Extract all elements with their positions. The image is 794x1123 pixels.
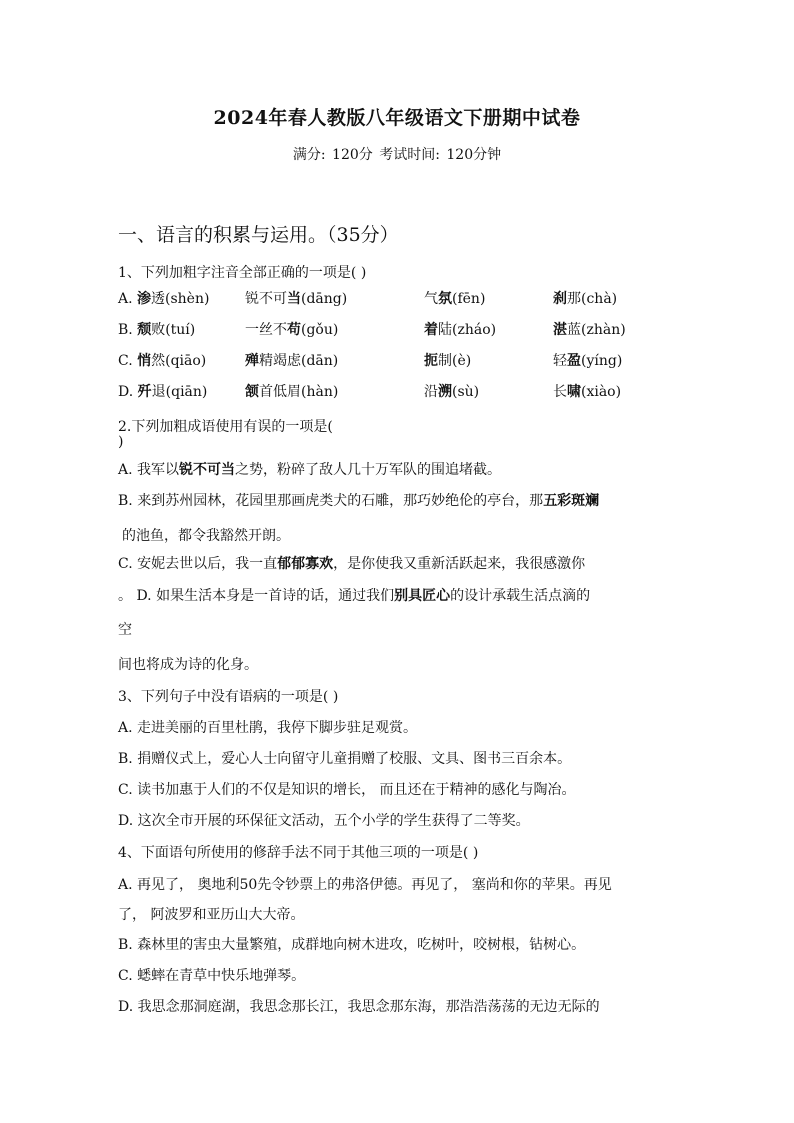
question-2-stem: 2.下列加粗成语使用有误的一项是( [118,419,333,435]
question-1-stem: 1、下列加粗字注音全部正确的一项是( ) [118,265,367,281]
q1-option-b-item: 着陆(zháo) [424,322,497,338]
q1-option-a-item: 锐不可当(dāng) [245,291,348,307]
q4-option-d: D. 我思念那洞庭湖，我思念那长江，我思念那东海，那浩浩荡荡的无边无际的 [118,999,600,1015]
q3-option-d: D. 这次全市开展的环保征文活动，五个小学的学生获得了二等奖。 [118,813,530,829]
q1-option-a-item: 气氛(fēn) [424,291,486,307]
q3-option-a: A. 走进美丽的百里杜鹃，我停下脚步驻足观赏。 [118,720,418,736]
q2-option-d-cont: 空 [118,622,132,638]
q4-option-c: C. 蟋蟀在青草中快乐地弹琴。 [118,968,306,984]
question-3-stem: 3、下列句子中没有语病的一项是( ) [118,689,339,705]
q1-option-b-item: 一丝不苟(gǒu) [245,322,339,338]
q4-option-a: A. 再见了， 奥地利50先令钞票上的弗洛伊德。再见了， 塞尚和你的苹果。再见 [118,877,612,893]
q4-option-a-cont: 了， 阿波罗和亚历山大大帝。 [118,907,305,923]
q2-option-a: A. 我军以锐不可当之势，粉碎了敌人几十万军队的围追堵截。 [118,462,502,478]
q1-option-c-item: 扼制(è) [424,353,472,369]
exam-meta: 满分: 120分 考试时间: 120分钟 [292,147,502,163]
q1-option-d: D. 歼退(qiān) [118,384,208,400]
q1-option-d-item: 长啸(xiào) [553,384,622,400]
section-heading-1: 一、语言的积累与运用。（35分） [118,224,399,246]
q2-option-d-cont: 间也将成为诗的化身。 [118,657,258,673]
question-4-stem: 4、下面语句所使用的修辞手法不同于其他三项的一项是( ) [118,845,479,861]
q1-option-b-item: 湛蓝(zhàn) [553,322,626,338]
q2-option-b-cont: 的池鱼，都令我豁然开朗。 [122,528,290,544]
question-2-stem-close: ) [118,434,124,450]
q1-option-a: A. 渗透(shèn) [118,291,210,307]
q1-option-c: C. 悄然(qiāo) [118,353,207,369]
q1-option-a-item: 刹那(chà) [553,291,618,307]
q2-option-d: 。 D. 如果生活本身是一首诗的话，通过我们别具匠心的设计承载生活点滴的 [118,588,591,604]
q1-option-d-item: 颔首低眉(hàn) [245,384,339,400]
exam-title: 2024年春人教版八年级语文下册期中试卷 [213,107,581,129]
q2-option-b: B. 来到苏州园林，花园里那画虎类犬的石雕，那巧妙绝伦的亭台，那五彩斑斓 [118,493,600,509]
q1-option-b: B. 颓败(tuí) [118,322,196,338]
q1-option-d-item: 沿溯(sù) [424,384,480,400]
q2-option-c: C. 安妮去世以后，我一直郁郁寡欢，是你使我又重新活跃起来，我很感激你 [118,556,586,572]
q1-option-c-item: 轻盈(yíng) [553,353,623,369]
q4-option-b: B. 森林里的害虫大量繁殖，成群地向树木进攻，吃树叶，咬树根，钻树心。 [118,937,586,953]
q3-option-c: C. 读书加惠于人们的不仅是知识的增长， 而且还在于精神的感化与陶冶。 [118,782,576,798]
q1-option-c-item: 殚精竭虑(dān) [245,353,339,369]
q3-option-b: B. 捐赠仪式上，爱心人士向留守儿童捐赠了校服、文具、图书三百余本。 [118,751,572,767]
